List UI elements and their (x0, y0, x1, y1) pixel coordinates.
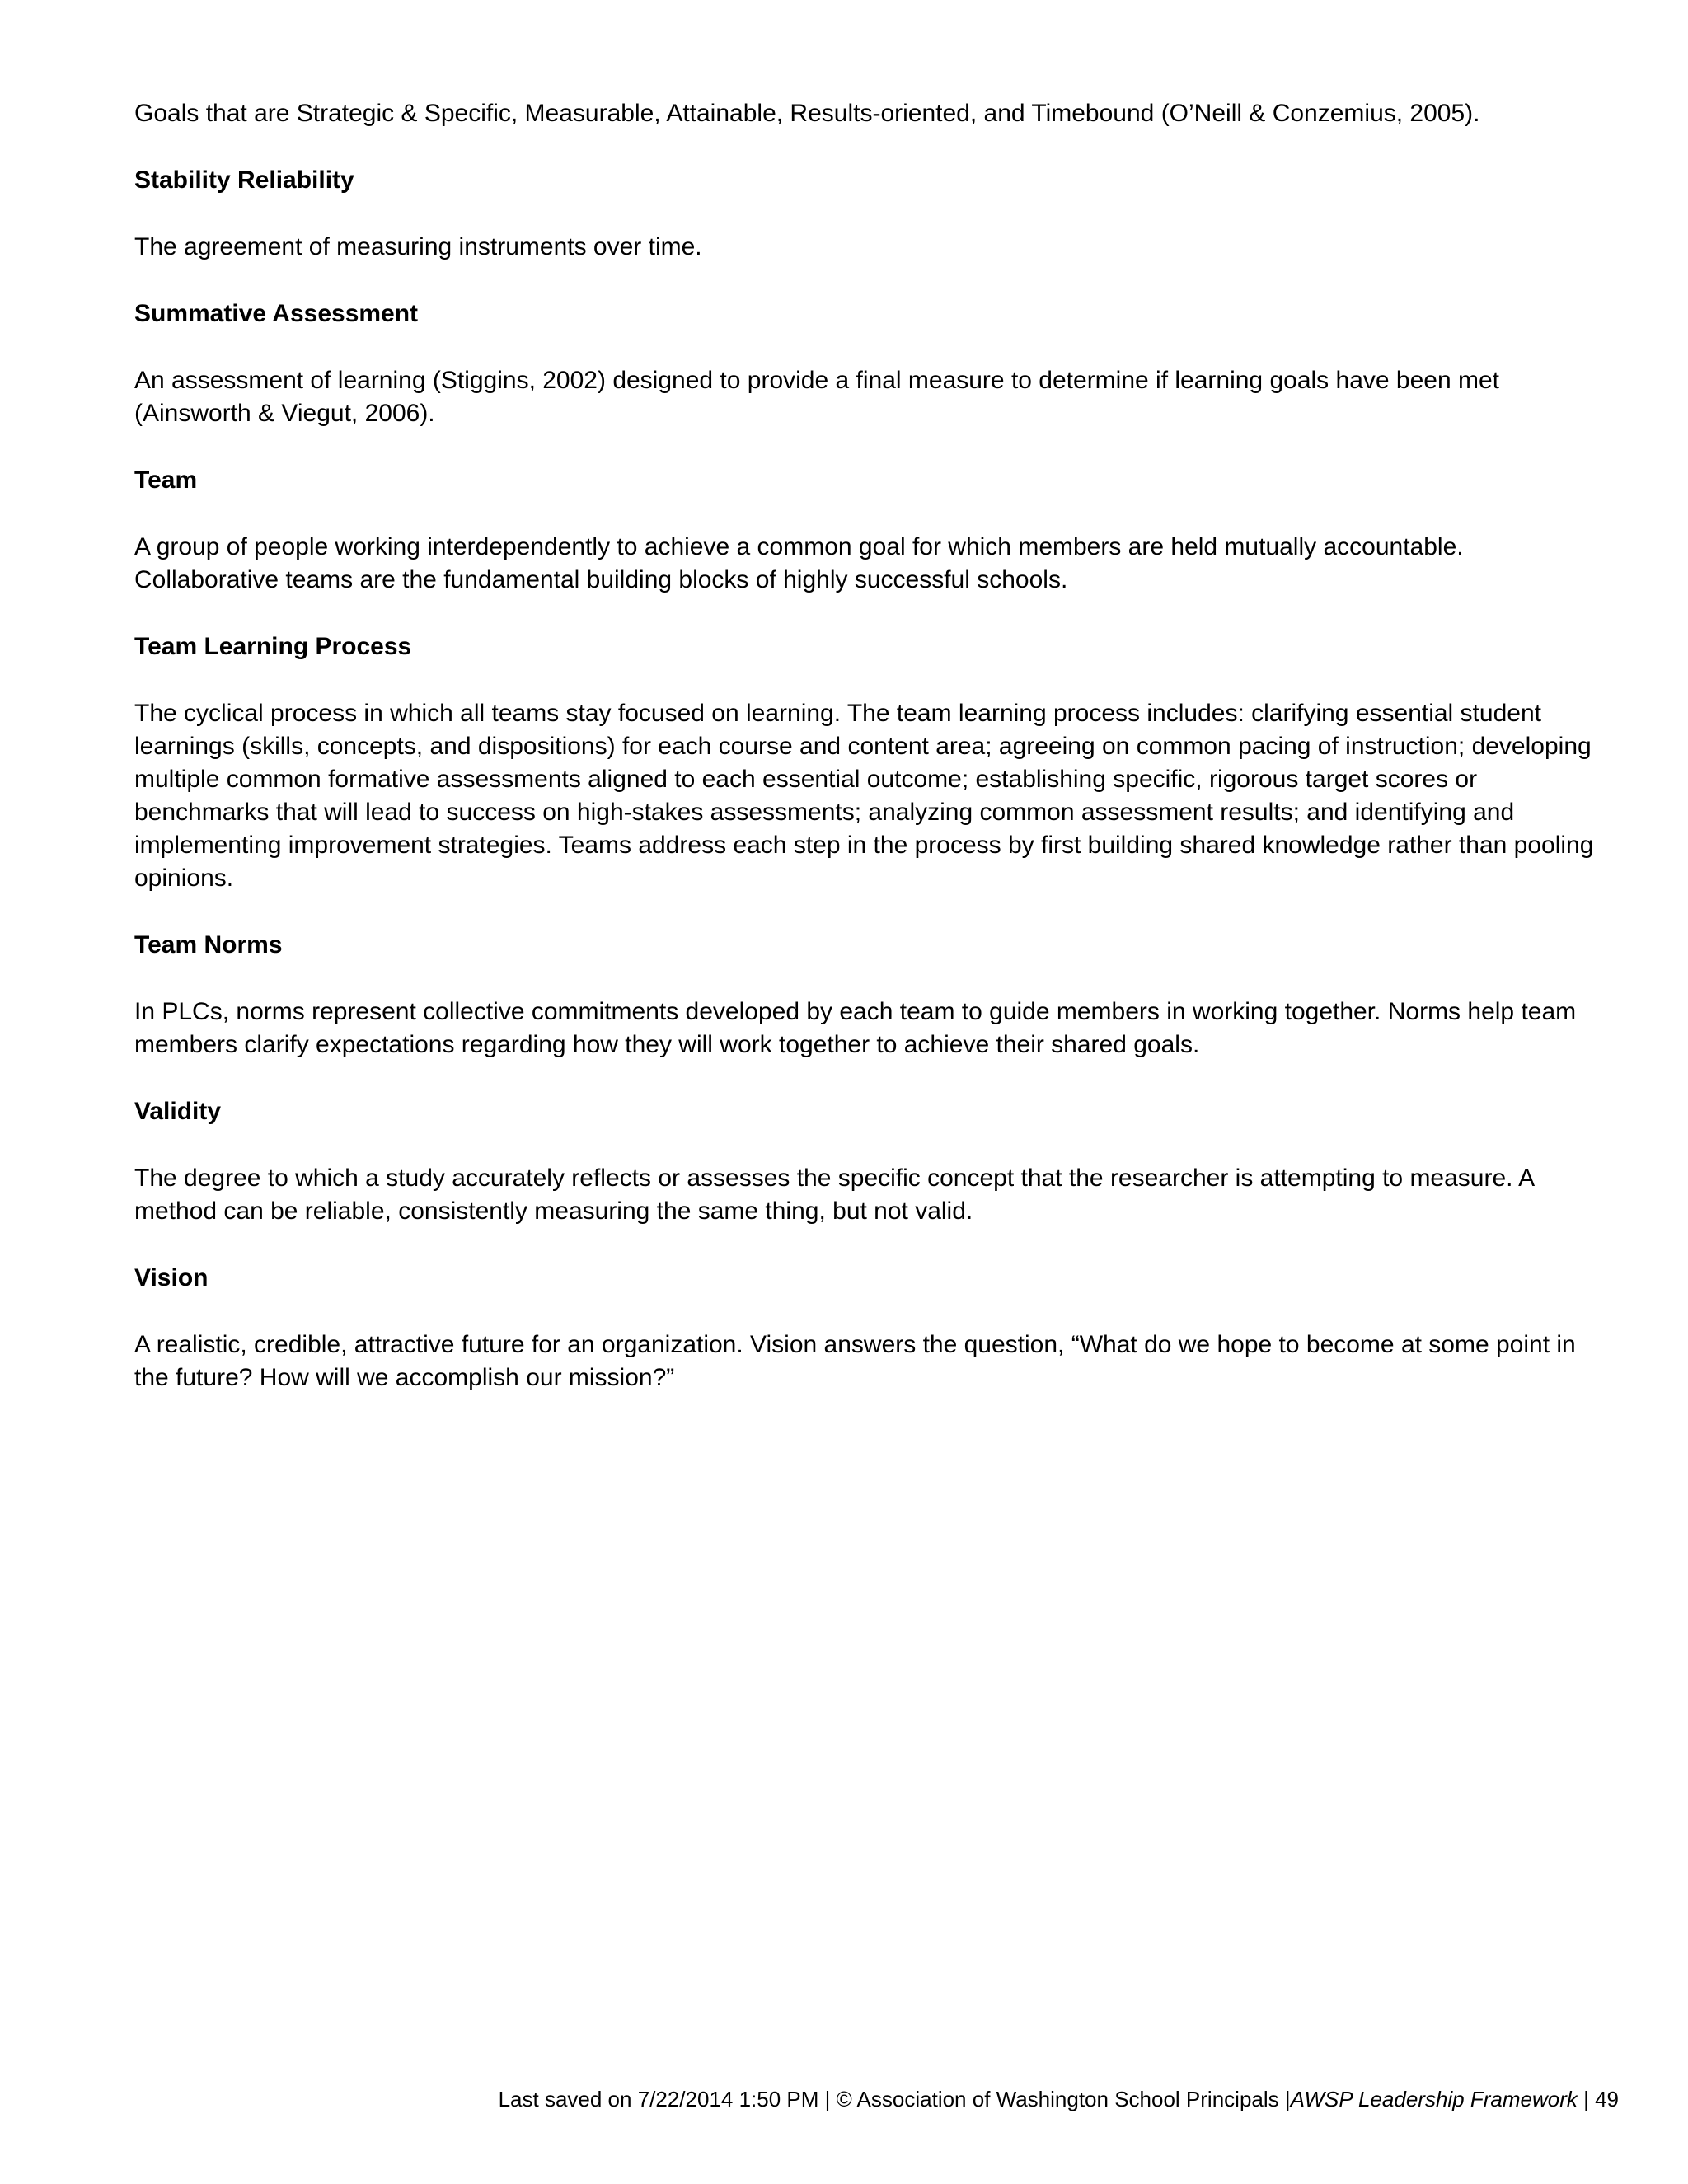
document-page (134, 97, 1610, 1394)
term-definition: The cyclical process in which all teams stay focused on learning. The team learning process includes: clarifying essential student learnings (skills, concepts, and dispositions) for each course and content area; agreeing on common pacing of instruction; developing multiple common formative assessments aligned to each essential outcome; establishing specific, rigorous target scores or benchmarks that will lead to success on high-stakes assessments; analyzing common assessment results; and identifying and implementing improvement strategies. Teams address each step in the process by first building shared knowledge rather than pooling opinions. (134, 700, 1594, 892)
term-definition: The degree to which a study accurately reflects or assesses the specific concept that the researcher is attempting to measure. A method can be reliable, consistently measuring the same thing, but not valid. (134, 1165, 1534, 1225)
term-heading: Stability Reliability (134, 166, 354, 194)
term-heading: Team Learning Process (134, 633, 412, 660)
term-definition: A realistic, credible, attractive future for an organization. Vision answers the question, “What do we hope to become at some point in the future? How will we accomplish our mission?” (134, 1331, 1576, 1391)
term-definition: The agreement of measuring instruments over time. (134, 233, 702, 260)
term-heading: Team (134, 466, 198, 494)
term-heading: Vision (134, 1264, 209, 1291)
term-definition: In PLCs, norms represent collective commitments developed by each team to guide members in working together. Norms help team members clarify expectations regarding how they will work together to achieve their shared goals. (134, 998, 1577, 1058)
footer-page-number: | 49 (1577, 2087, 1619, 2111)
term-definition: An assessment of learning (Stiggins, 2002) designed to provide a final measure to determine if learning goals have been met (Ainsworth & Viegut, 2006). (134, 367, 1499, 427)
page-footer (499, 2085, 1619, 2113)
term-heading: Team Norms (134, 931, 283, 958)
footer-saved-text: Last saved on 7/22/2014 1:50 PM | © Association of Washington School Principals | (498, 2087, 1291, 2111)
term-definition: A group of people working interdependently to achieve a common goal for which members are held mutually accountable. Collaborative teams are the fundamental building blocks of highly successful schools. (134, 533, 1464, 593)
intro-paragraph: Goals that are Strategic & Specific, Measurable, Attainable, Results-oriented, and Timebound (O’Neill & Conzemius, 2005). (134, 100, 1480, 127)
term-heading: Summative Assessment (134, 300, 419, 327)
term-heading: Validity (134, 1098, 222, 1125)
footer-publication-title: AWSP Leadership Framework (1290, 2087, 1578, 2111)
